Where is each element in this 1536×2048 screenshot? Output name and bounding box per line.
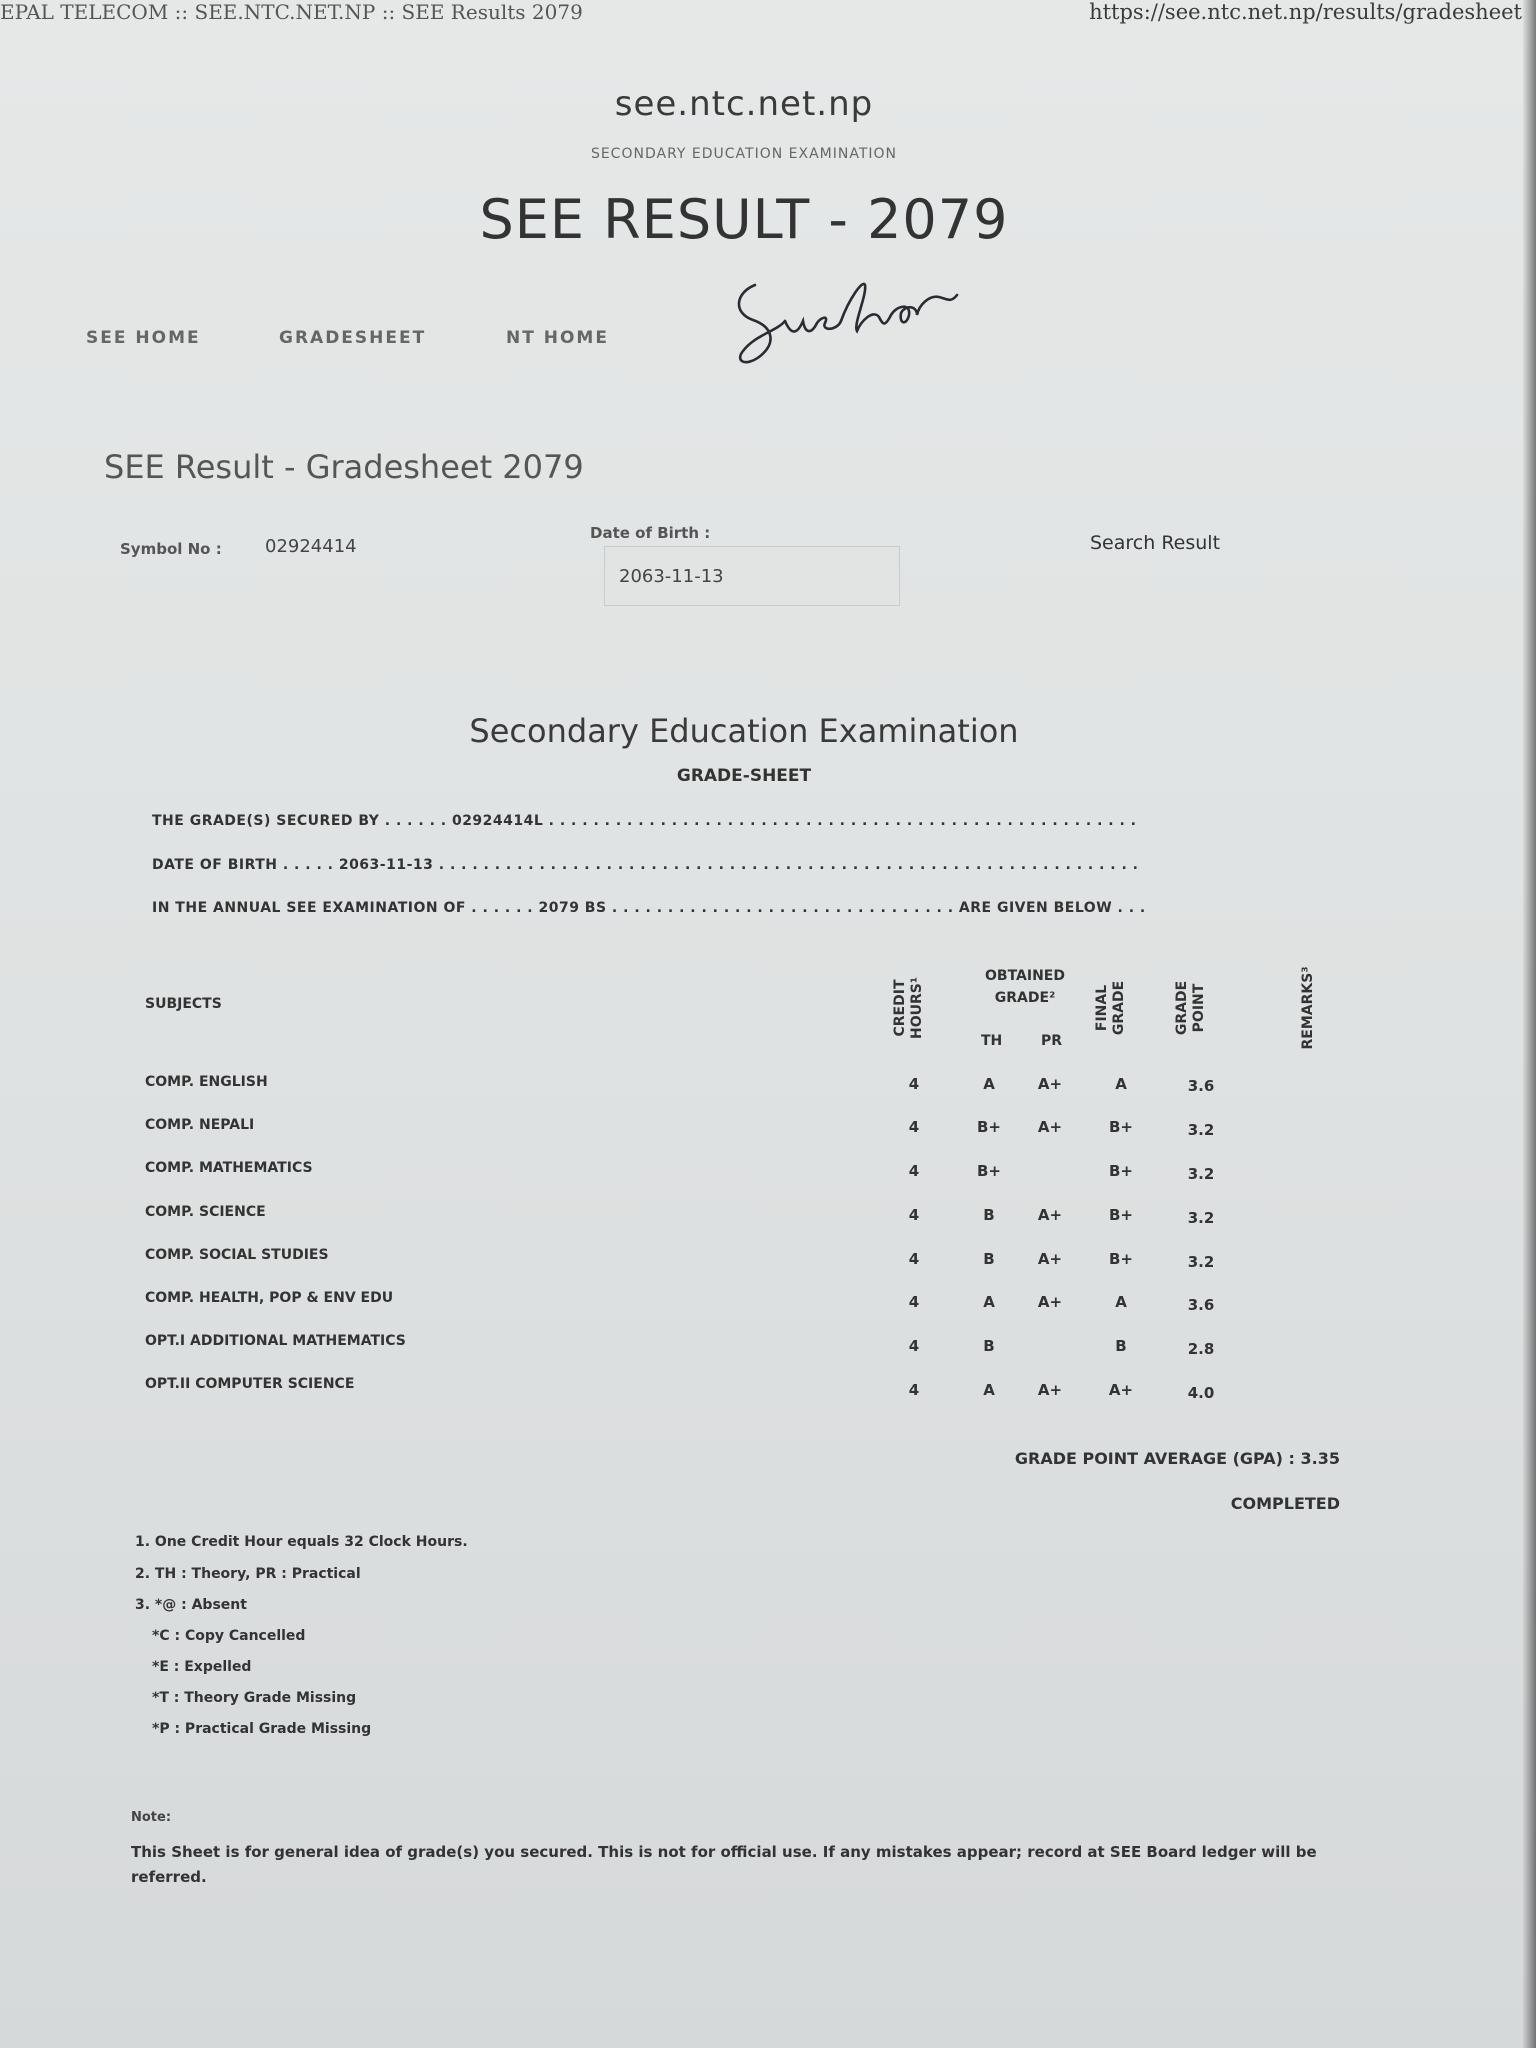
row-pr-grade: A+ — [1037, 1381, 1063, 1399]
footnote-copy-cancelled: *C : Copy Cancelled — [152, 1628, 306, 1644]
header-subjects: SUBJECTS — [145, 996, 222, 1012]
row-subject: COMP. SCIENCE — [145, 1204, 266, 1220]
row-final-grade: B+ — [1108, 1118, 1133, 1136]
row-pr-grade: A+ — [1037, 1250, 1063, 1268]
footnote-practical-missing: *P : Practical Grade Missing — [152, 1721, 372, 1737]
row-th-grade: B — [983, 1337, 995, 1355]
row-grade-point: 3.6 — [1187, 1296, 1215, 1314]
row-credit: 4 — [908, 1293, 920, 1311]
footnote-credit-hour: 1. One Credit Hour equals 32 Clock Hours. — [135, 1534, 468, 1550]
header-credit-hours: CREDIT HOURS¹ — [892, 977, 925, 1039]
header-obtained-grade: OBTAINED GRADE² — [985, 968, 1065, 1006]
print-header-title: EPAL TELECOM :: SEE.NTC.NET.NP :: SEE Results 2079 — [0, 0, 583, 24]
row-pr-grade: A+ — [1037, 1075, 1063, 1093]
row-subject: COMP. SOCIAL STUDIES — [145, 1247, 329, 1263]
row-credit: 4 — [908, 1162, 920, 1180]
row-pr-grade: A+ — [1037, 1293, 1063, 1311]
header-final-grade: FINAL GRADE — [1094, 980, 1127, 1036]
row-grade-point: 3.6 — [1187, 1077, 1215, 1095]
symbol-value: 02924414 — [265, 536, 357, 557]
info-secured-by: THE GRADE(S) SECURED BY . . . . . . 02924414L . . . . . . . . . . . . . . . . . . . . . . . . . . . . . . . . . . . . . . . . . . . . . . . . . . . . . — [152, 813, 1137, 829]
nav-see-home[interactable]: SEE HOME — [86, 328, 201, 348]
handwritten-signature — [725, 265, 1045, 375]
footnote-absent: 3. *@ : Absent — [135, 1597, 247, 1613]
search-result-button[interactable]: Search Result — [1090, 532, 1221, 554]
dob-value: 2063-11-13 — [619, 566, 724, 587]
row-grade-point: 3.2 — [1187, 1165, 1215, 1183]
site-name: see.ntc.net.np — [614, 84, 874, 124]
info-date-of-birth: DATE OF BIRTH . . . . . 2063-11-13 . . . . . . . . . . . . . . . . . . . . . . . . . . . . . . . . . . . . . . . . . . . . . . . . . . . . . . . . . . . . . . . — [152, 857, 1139, 873]
note-text: This Sheet is for general idea of grade(s) you secured. This is not for official use. If any mistakes appear; record at SEE Board ledger will be referred. — [131, 1843, 1317, 1886]
footnote-expelled: *E : Expelled — [152, 1659, 252, 1675]
row-grade-point: 4.0 — [1187, 1384, 1215, 1402]
row-grade-point: 3.2 — [1187, 1253, 1215, 1271]
header-pr: PR — [1041, 1033, 1063, 1049]
row-final-grade: B+ — [1108, 1250, 1133, 1268]
row-credit: 4 — [908, 1206, 920, 1224]
row-th-grade: A — [983, 1293, 995, 1311]
row-pr-grade: A+ — [1037, 1206, 1063, 1224]
row-final-grade: A — [1115, 1075, 1127, 1093]
gpa-summary: GRADE POINT AVERAGE (GPA) : 3.35 — [1014, 1449, 1340, 1468]
nav-gradesheet[interactable]: GRADESHEET — [279, 328, 427, 348]
row-subject: COMP. ENGLISH — [145, 1074, 268, 1090]
row-credit: 4 — [908, 1075, 920, 1093]
symbol-label: Symbol No : — [120, 540, 222, 558]
row-final-grade: B+ — [1108, 1162, 1133, 1180]
row-final-grade: A+ — [1108, 1381, 1134, 1399]
row-th-grade: B+ — [976, 1162, 1001, 1180]
header-remarks: REMARKS³ — [1300, 966, 1316, 1050]
print-header-url: https://see.ntc.net.np/results/gradesheet — [1089, 0, 1522, 24]
header-grade-point: GRADE POINT — [1174, 980, 1207, 1036]
footnote-theory-missing: *T : Theory Grade Missing — [152, 1690, 357, 1706]
dob-input[interactable] — [604, 546, 900, 606]
gradesheet-subtitle: GRADE-SHEET — [676, 766, 812, 786]
row-grade-point: 2.8 — [1187, 1340, 1215, 1358]
info-exam: IN THE ANNUAL SEE EXAMINATION OF . . . . . . 2079 BS . . . . . . . . . . . . . . . . . . . . . . . . . . . . . . . ARE GIVEN BELOW . . . — [152, 900, 1146, 916]
nav-nt-home[interactable]: NT HOME — [506, 328, 609, 348]
row-th-grade: B — [983, 1206, 995, 1224]
row-credit: 4 — [908, 1118, 920, 1136]
row-th-grade: A — [983, 1381, 995, 1399]
row-subject: OPT.I ADDITIONAL MATHEMATICS — [145, 1333, 406, 1349]
paper-edge-shadow — [1522, 0, 1536, 2048]
row-final-grade: B — [1115, 1337, 1127, 1355]
row-credit: 4 — [908, 1337, 920, 1355]
footnote-th-pr: 2. TH : Theory, PR : Practical — [135, 1566, 361, 1582]
row-credit: 4 — [908, 1381, 920, 1399]
row-subject: COMP. MATHEMATICS — [145, 1160, 313, 1176]
row-subject: COMP. NEPALI — [145, 1117, 255, 1133]
symbol-input[interactable] — [250, 515, 550, 577]
header-th: TH — [981, 1033, 1003, 1049]
row-grade-point: 3.2 — [1187, 1209, 1215, 1227]
row-final-grade: A — [1115, 1293, 1127, 1311]
row-grade-point: 3.2 — [1187, 1121, 1215, 1139]
note-label: Note: — [131, 1810, 172, 1825]
row-th-grade: B — [983, 1250, 995, 1268]
result-status: COMPLETED — [1230, 1494, 1340, 1513]
row-credit: 4 — [908, 1250, 920, 1268]
row-th-grade: B+ — [976, 1118, 1001, 1136]
row-final-grade: B+ — [1108, 1206, 1133, 1224]
site-subtitle: SECONDARY EDUCATION EXAMINATION — [590, 146, 898, 162]
row-pr-grade: A+ — [1037, 1118, 1063, 1136]
row-subject: COMP. HEALTH, POP & ENV EDU — [145, 1290, 394, 1306]
dob-label: Date of Birth : — [590, 524, 711, 542]
row-subject: OPT.II COMPUTER SCIENCE — [145, 1376, 355, 1392]
site-title: SEE RESULT - 2079 — [479, 188, 1009, 251]
section-title: SEE Result - Gradesheet 2079 — [104, 448, 584, 486]
row-th-grade: A — [983, 1075, 995, 1093]
gradesheet-title: Secondary Education Examination — [469, 712, 1019, 750]
